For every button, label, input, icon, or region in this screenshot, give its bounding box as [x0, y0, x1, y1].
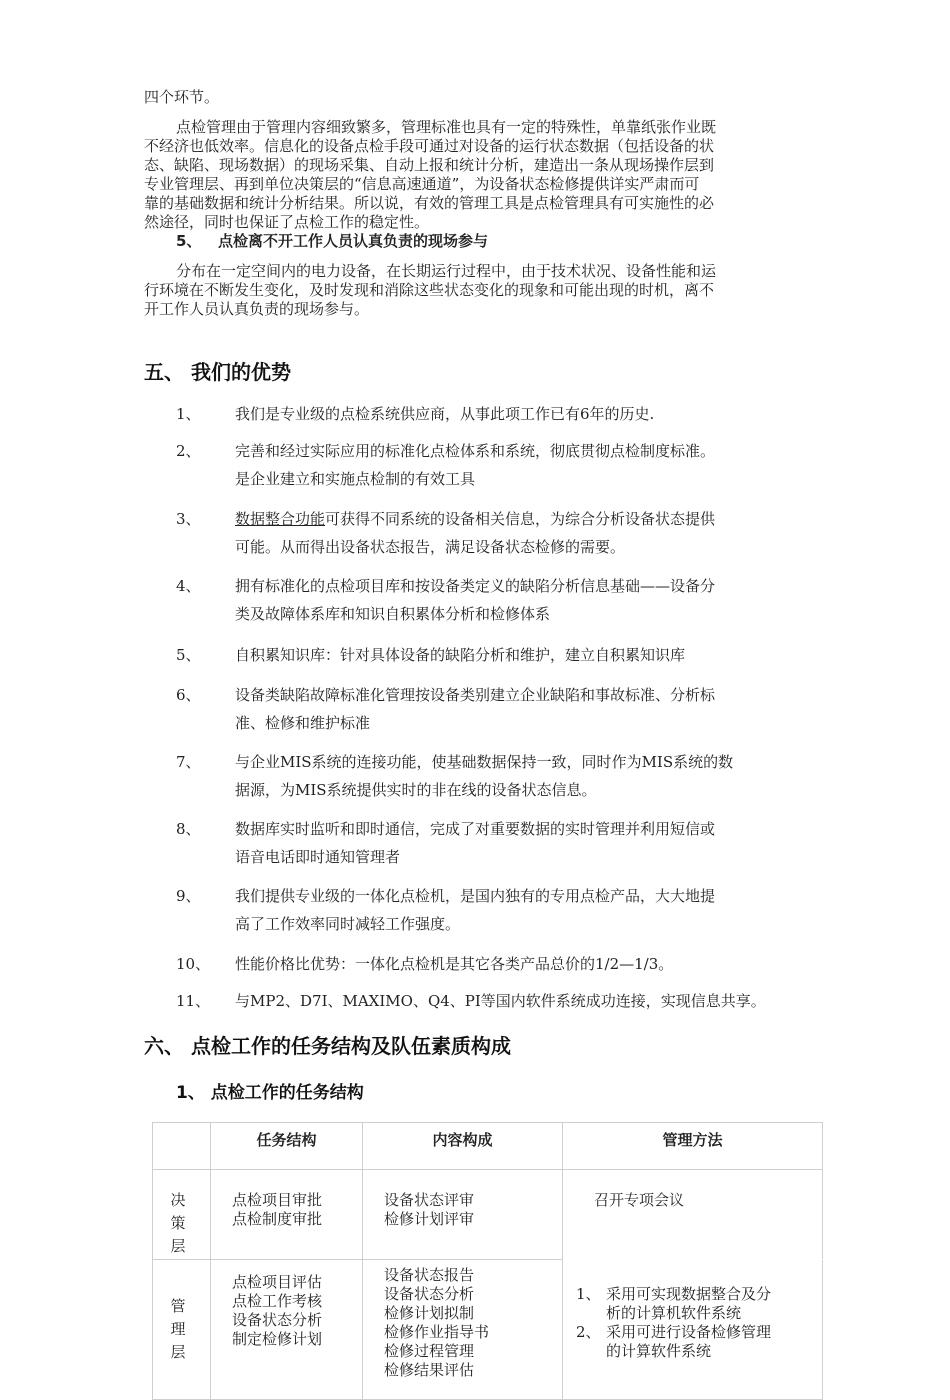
cell-line: 检修过程管理 [384, 1342, 475, 1360]
task-structure-table [152, 1122, 823, 1400]
item-text [235, 681, 795, 737]
cell-line: 点检制度审批 [232, 1210, 323, 1228]
cell-line: 点检工作考核 [232, 1292, 323, 1310]
item-line: 数据库实时监听和即时通信，完成了对重要数据的实时管理并利用短信或 [235, 820, 716, 838]
item-number: 8、 [176, 820, 201, 838]
method-item [576, 1323, 821, 1361]
item-number: 2、 [176, 442, 201, 460]
cell-line: 制定检修计划 [232, 1330, 323, 1348]
table-header: 管理方法 [563, 1123, 823, 1170]
subheading-number: 5、 [176, 232, 202, 250]
item-number: 10、 [176, 955, 211, 973]
item-text [235, 400, 795, 428]
paragraph-line: 不经济也低效率。信息化的设备点检手段可通过对设备的运行状态数据（包括设备的状 [144, 137, 715, 155]
item-line: 据源，为MIS系统提供实时的非在线的设备状态信息。 [235, 781, 597, 799]
method-item-line: 采用可进行设备检修管理 [606, 1323, 772, 1341]
cell-line: 设备状态报告 [384, 1266, 475, 1284]
cell-line: 检修结果评估 [384, 1361, 475, 1379]
item-line: 我们提供专业级的一体化点检机，是国内独有的专用点检产品，大大地提 [235, 887, 716, 905]
method-item [576, 1285, 821, 1323]
item-line: 与企业MIS系统的连接功能，使基础数据保持一致，同时作为MIS系统的数 [235, 753, 734, 771]
item-line: 完善和经过实际应用的标准化点检体系和系统，彻底贯彻点检制度标准。 [235, 442, 716, 460]
item-text [235, 572, 795, 628]
item-number: 4、 [176, 577, 201, 595]
underlined-term: 数据整合功能 [235, 510, 326, 528]
table-header-row [153, 1123, 823, 1170]
cell-line: 检修计划拟制 [384, 1304, 475, 1322]
item-number: 1、 [176, 405, 201, 423]
cell-line: 检修计划评审 [384, 1210, 475, 1228]
paragraph-line: 分布在一定空间内的电力设备，在长期运行过程中，由于技术状况、设备性能和运 [176, 262, 717, 280]
item-line: 自积累知识库：针对具体设备的缺陷分析和维护，建立自积累知识库 [235, 646, 686, 664]
item-line: 我们是专业级的点检系统供应商，从事此项工作已有6年的历史. [235, 405, 655, 423]
table-row [153, 1170, 823, 1260]
level-cell [153, 1170, 211, 1260]
paragraph-line: 然途径，同时也保证了点检工作的稳定性。 [144, 213, 430, 231]
item-number: 6、 [176, 686, 201, 704]
method-item-line: 的计算软件系统 [606, 1342, 712, 1360]
item-number: 11、 [176, 992, 211, 1010]
paragraph-line: 点检管理由于管理内容细致繁多，管理标准也具有一定的特殊性，单靠纸张作业既 [176, 118, 717, 136]
item-number: 3、 [176, 510, 201, 528]
item-text [235, 437, 795, 493]
item-line: 性能价格比优势：一体化点检机是其它各类产品总价的1/2—1/3。 [235, 955, 674, 973]
item-line: 是企业建立和实施点检制的有效工具 [235, 470, 476, 488]
intro-tail: 四个环节。 [144, 88, 220, 106]
item-line: 设备类缺陷故障标准化管理按设备类别建立企业缺陷和事故标准、分析标 [235, 686, 716, 704]
item-number: 5、 [176, 646, 201, 664]
paragraph-line: 态、缺陷、现场数据）的现场采集、自动上报和统计分析，建造出一条从现场操作层到 [144, 156, 715, 174]
table-row [153, 1260, 823, 1400]
paragraph-line: 专业管理层、再到单位决策层的“信息高速通道”，为设备状态检修提供详实严肃而可 [144, 175, 700, 193]
subsection-heading: 1、 点检工作的任务结构 [176, 1083, 364, 1103]
level-cell [153, 1260, 211, 1400]
item-line [235, 505, 795, 533]
item-line: 语音电话即时通知管理者 [235, 848, 401, 866]
method-item-line: 析的计算机软件系统 [606, 1304, 742, 1322]
cell-line: 召开专项会议 [594, 1191, 685, 1209]
level-label: 决策层 [170, 1191, 186, 1255]
paragraph-line: 行环境在不断发生变化，及时发现和消除这些状态变化的现象和可能出现的时机，离不 [144, 281, 715, 299]
item-number: 7、 [176, 753, 201, 771]
item-line: 可能。从而得出设备状态报告，满足设备状态检修的需要。 [235, 538, 626, 556]
item-text [235, 882, 795, 938]
table-header: 任务结构 [211, 1123, 363, 1170]
item-line: 与MP2、D7I、MAXIMO、Q4、PI等国内软件系统成功连接，实现信息共享。 [235, 992, 766, 1010]
method-cell [563, 1170, 823, 1260]
content-cell [363, 1170, 563, 1260]
item-text [235, 987, 795, 1015]
method-item-number: 2、 [576, 1323, 601, 1341]
item-line: 高了工作效率同时减轻工作强度。 [235, 915, 461, 933]
item-line: 准、检修和维护标准 [235, 714, 371, 732]
level-label: 管理层 [170, 1297, 186, 1361]
item-line: 类及故障体系库和知识自积累体分析和检修体系 [235, 605, 551, 623]
section-heading: 五、 我们的优势 [144, 360, 291, 384]
cell-line: 点检项目审批 [232, 1191, 323, 1209]
item-line-rest: 可获得不同系统的设备相关信息，为综合分析设备状态提供 [325, 510, 716, 528]
cell-line: 设备状态评审 [384, 1191, 475, 1209]
item-number: 9、 [176, 887, 201, 905]
method-item-line: 采用可实现数据整合及分 [606, 1285, 772, 1303]
item-text [235, 641, 795, 669]
table-header [153, 1123, 211, 1170]
item-text [235, 950, 795, 978]
section-heading: 六、 点检工作的任务结构及队伍素质构成 [144, 1034, 511, 1058]
tasks-cell [211, 1260, 363, 1400]
paragraph-line: 靠的基础数据和统计分析结果。所以说，有效的管理工具是点检管理具有可实施性的必 [144, 194, 715, 212]
item-text [235, 748, 795, 804]
content-cell [363, 1260, 563, 1400]
method-cell [563, 1260, 823, 1400]
item-text [235, 505, 795, 561]
subheading-title: 点检离不开工作人员认真负责的现场参与 [218, 232, 489, 250]
method-item-number: 1、 [576, 1285, 601, 1303]
paragraph-line: 开工作人员认真负责的现场参与。 [144, 300, 370, 318]
cell-line: 点检项目评估 [232, 1273, 323, 1291]
cell-line: 检修作业指导书 [384, 1323, 490, 1341]
cell-line: 设备状态分析 [384, 1285, 475, 1303]
tasks-cell [211, 1170, 363, 1260]
table-header: 内容构成 [363, 1123, 563, 1170]
item-text [235, 815, 795, 871]
item-line: 拥有标准化的点检项目库和按设备类定义的缺陷分析信息基础——设备分 [235, 577, 716, 595]
cell-line: 设备状态分析 [232, 1311, 323, 1329]
